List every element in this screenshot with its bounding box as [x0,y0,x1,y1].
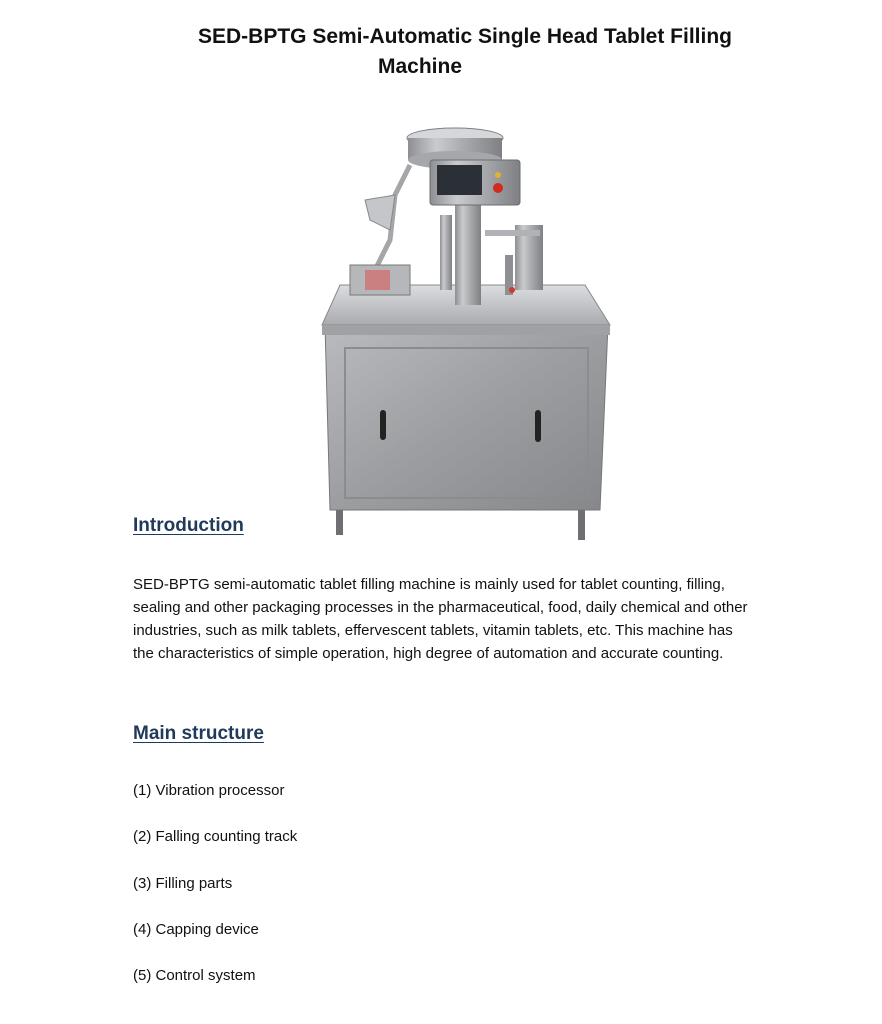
introduction-heading: Introduction [133,515,244,536]
structure-item: (3) Filling parts [133,875,233,892]
machine-photo [300,120,630,545]
emergency-stop [493,183,503,193]
document-title [150,22,780,82]
door-handle-left [380,410,386,440]
introduction-paragraph: SED-BPTG semi-automatic tablet filling machine is mainly used for tablet counting, filling, sealing and other packaging processes in the pharmaceutical, food, daily chemical and other industries, such as milk tablets, effervescent tablets, vitamin tablets, etc. This machine has the characteristics of simple operation, high degree of automation and accurate counting. [133,576,748,662]
structure-item: (1) Vibration processor [133,782,285,799]
main-structure-heading: Main structure [133,723,264,744]
structure-item: (2) Falling counting track [133,828,298,845]
structure-item: (4) Capping device [133,921,259,938]
title-line-2: Machine [377,55,463,78]
touch-screen [437,165,482,195]
door-handle-right [535,410,541,442]
title-line-1: SED-BPTG Semi-Automatic Single Head Tablet Filling [197,25,732,48]
machine-column [455,205,481,305]
structure-item: (5) Control system [133,967,256,984]
machine-cabinet [325,325,608,510]
